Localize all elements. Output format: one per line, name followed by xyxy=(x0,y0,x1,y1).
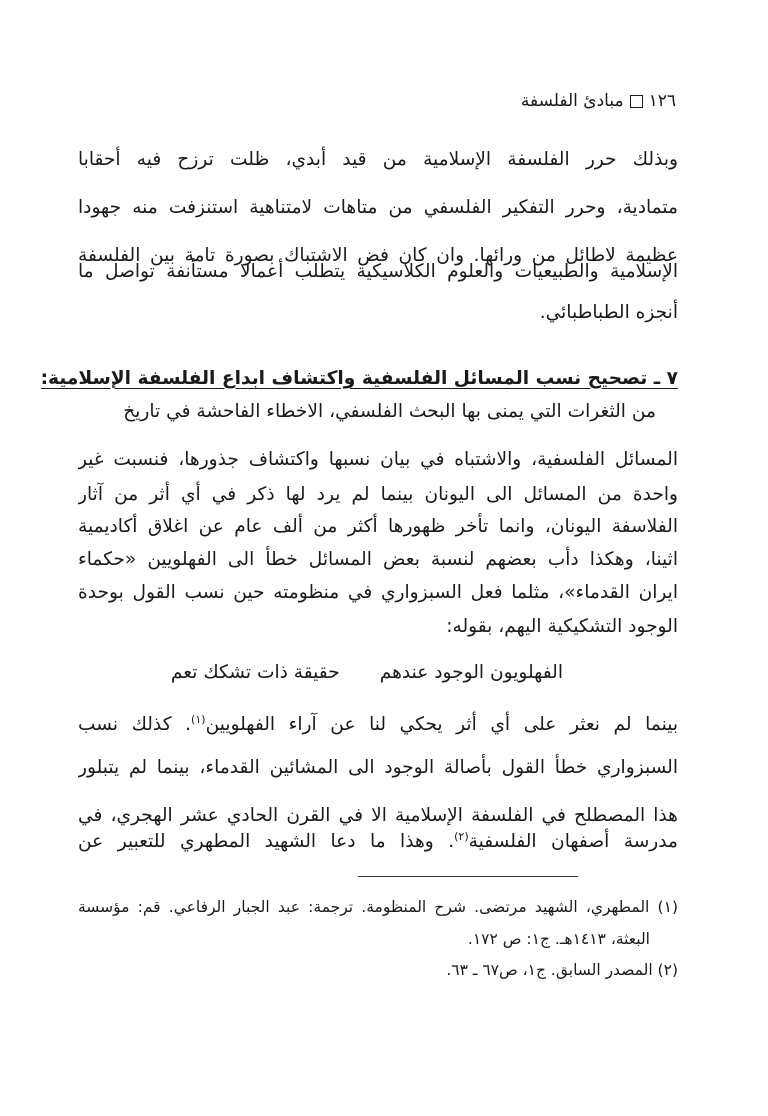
paragraph-3-text: مدرسة أصفهان الفلسفية xyxy=(468,831,678,853)
paragraph-3-text: . وهذا ما دعا الشهيد المطهري للتعبير عن xyxy=(78,831,455,853)
poem-verse xyxy=(171,658,563,688)
square-separator-icon xyxy=(630,95,643,108)
paragraph-2-line: من الثغرات التي يمنى بها البحث الفلسفي، الاخطاء الفاحشة في تاريخ xyxy=(123,401,656,422)
paragraph-3-line: هذا المصطلح في الفلسفة الإسلامية الا في القرن الحادي عشر الهجري، في xyxy=(78,805,678,826)
paragraph-2-line: واحدة من المسائل الى اليونان بينما لم يرد لها ذكر في أي أثر من آثار xyxy=(78,484,678,505)
running-header xyxy=(521,88,676,114)
book-title: مبادئ الفلسفة xyxy=(520,91,624,111)
paragraph-2-line: اثينا، وهكذا دأب بعضهم لنسبة بعض المسائل خطأ الى الفهلويين «حكماء xyxy=(78,549,678,570)
paragraph-3-line: السبزواري خطأ القول بأصالة الوجود الى المشائين القدماء، بينما لم يتبلور xyxy=(78,757,678,778)
paragraph-1-line: وبذلك حرر الفلسفة الإسلامية من قيد أبدي، ظلت ترزح فيه أحقابا xyxy=(78,149,678,170)
paragraph-3-text: . كذلك نسب xyxy=(78,714,192,736)
verse-first-hemistich: الفهلويون الوجود عندهم xyxy=(379,662,563,683)
paragraph-2-line: ايران القدماء»، مثلما فعل السبزواري في منظومته حين نسب القول بوحدة xyxy=(78,582,678,603)
paragraph-1-line: متمادية، وحرر التفكير الفلسفي من متاهات لامتناهية استنزفت منه جهودا xyxy=(78,197,678,218)
verse-second-hemistich: حقيقة ذات تشكك تعم xyxy=(170,662,340,683)
paragraph-3-line xyxy=(78,705,678,740)
paragraph-3-line xyxy=(78,822,678,857)
paragraph-3-text: بينما لم نعثر على أي أثر يحكي لنا عن آراء الفهلويين xyxy=(205,714,678,736)
footnote-ref-2: (٢) xyxy=(454,830,469,843)
paragraph-1-line: الإسلامية والطبيعيات والعلوم الكلاسيكية يتطلب أعمالا مستأنفة تواصل ما xyxy=(78,261,678,282)
paragraph-2-line: الفلاسفة اليونان، وانما تأخر ظهورها أكثر من ألف عام عن اغلاق أكاديمية xyxy=(78,516,678,537)
paragraph-1-line: أنجزه الطباطبائي. xyxy=(539,302,678,323)
page-number: ١٢٦ xyxy=(648,91,676,111)
footnote-ref-1: (١) xyxy=(191,713,206,726)
footnote-1-line: (١) المطهري، الشهيد مرتضى. شرح المنظومة. ترجمة: عبد الجبار الرفاعي. قم: مؤسسة xyxy=(78,898,678,916)
paragraph-1-line: عظيمة لاطائل من ورائها. وان كان فض الاشتباك بصورة تامة بين الفلسفة xyxy=(78,245,678,266)
footnote-divider xyxy=(358,876,578,877)
footnote-2: (٢) المصدر السابق. ج١، ص٦٧ ـ ٦٣. xyxy=(446,961,678,979)
paragraph-2-line: الوجود التشكيكية اليهم، بقوله: xyxy=(446,616,678,637)
paragraph-2-line: المسائل الفلسفية، والاشتباه في بيان نسبها واكتشاف جذورها، فنسبت غير xyxy=(78,449,678,470)
section-heading: ٧ ـ تصحيح نسب المسائل الفلسفية واكتشاف ابداع الفلسفة الإسلامية: xyxy=(40,368,678,389)
footnote-1-line: البعثة، ١٤١٣هـ. ج١: ص ١٧٢. xyxy=(467,930,650,948)
